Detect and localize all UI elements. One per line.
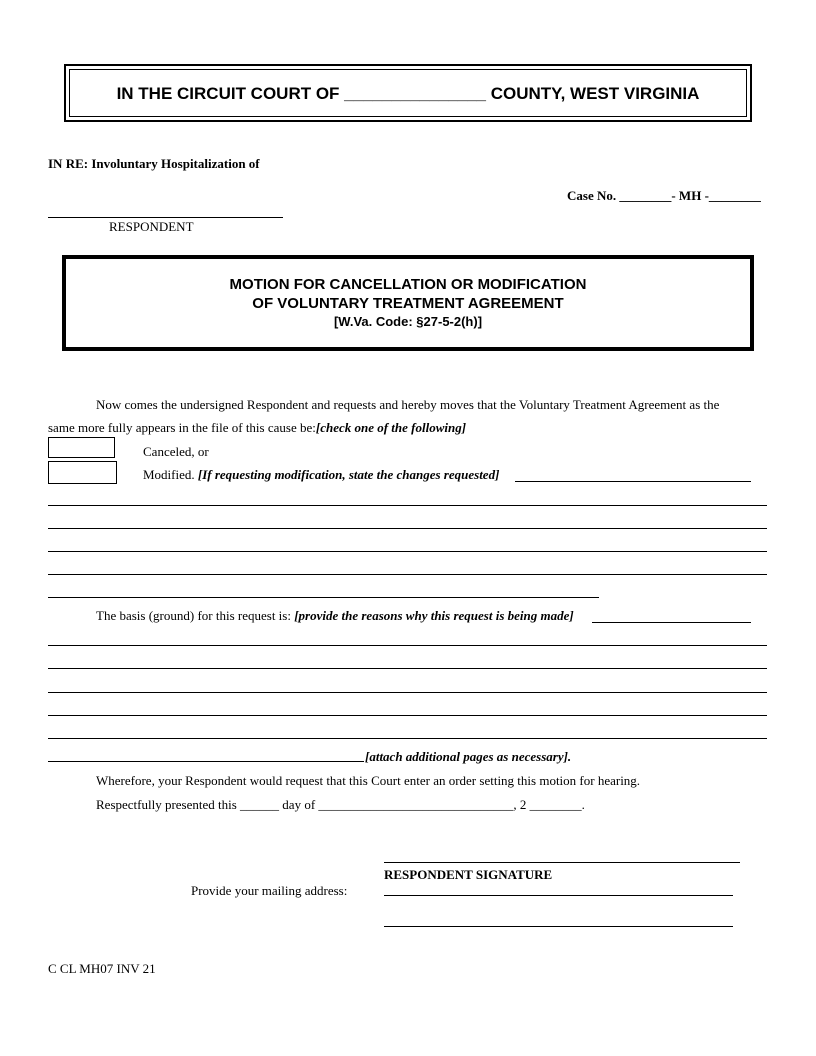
respondent-name-line[interactable] (48, 217, 283, 218)
basis-line-short[interactable] (48, 761, 364, 762)
modified-label-text: Modified. (143, 467, 198, 482)
mailing-address-line[interactable] (384, 895, 733, 896)
basis-label (96, 608, 574, 624)
canceled-option-label: Canceled, or (143, 444, 209, 459)
mailing-address-line[interactable] (384, 926, 733, 927)
intro-paragraph-line1: Now comes the undersigned Respondent and requests and hereby moves that the Voluntary Treatment Agreement as the (96, 397, 720, 412)
modification-line[interactable] (48, 505, 767, 506)
canceled-checkbox[interactable] (48, 437, 115, 458)
basis-line[interactable] (48, 668, 767, 669)
modification-line[interactable] (48, 551, 767, 552)
wherefore-clause: Wherefore, your Respondent would request that this Court enter an order setting this motion for hearing. (96, 773, 641, 788)
court-title: IN THE CIRCUIT COURT OF _______________ COUNTY, WEST VIRGINIA (116, 84, 700, 103)
modification-line[interactable] (48, 528, 767, 529)
basis-line[interactable] (48, 692, 767, 693)
attach-pages-note: [attach additional pages as necessary]. (365, 749, 572, 764)
modification-inline-line[interactable] (515, 481, 751, 482)
basis-line[interactable] (48, 738, 767, 739)
in-re-label: IN RE: Involuntary Hospitalization of (48, 156, 260, 171)
motion-title-line1: MOTION FOR CANCELLATION OR MODIFICATION (229, 276, 587, 293)
statute-citation: [W.Va. Code: §27-5-2(h)] (333, 314, 483, 329)
basis-label-text: The basis (ground) for this request is: (96, 608, 295, 623)
intro-line2-text: same more fully appears in the file of this cause be: (48, 420, 316, 435)
check-one-instruction: [check one of the following] (315, 420, 467, 435)
modification-line[interactable] (48, 574, 767, 575)
basis-inline-line[interactable] (592, 622, 751, 623)
form-code: C CL MH07 INV 21 (48, 961, 156, 976)
basis-line[interactable] (48, 645, 767, 646)
signature-line[interactable] (384, 862, 740, 863)
intro-paragraph-line2 (48, 420, 466, 436)
respondent-label: RESPONDENT (109, 219, 194, 234)
respondent-signature-label: RESPONDENT SIGNATURE (384, 867, 553, 882)
modification-line-short[interactable] (48, 597, 599, 598)
basis-instruction: [provide the reasons why this request is being made] (294, 608, 574, 623)
modification-instruction: [If requesting modification, state the changes requested] (197, 467, 500, 482)
basis-line[interactable] (48, 715, 767, 716)
modified-option-label (143, 467, 499, 483)
motion-title-line2: OF VOLUNTARY TREATMENT AGREEMENT (252, 295, 564, 312)
modified-checkbox[interactable] (48, 461, 117, 484)
mailing-address-label: Provide your mailing address: (191, 883, 348, 898)
respectfully-presented-date[interactable]: Respectfully presented this ______ day of ______________________________, 2 ________. (96, 797, 585, 812)
case-number-field[interactable]: Case No. ________- MH -________ (567, 188, 761, 203)
